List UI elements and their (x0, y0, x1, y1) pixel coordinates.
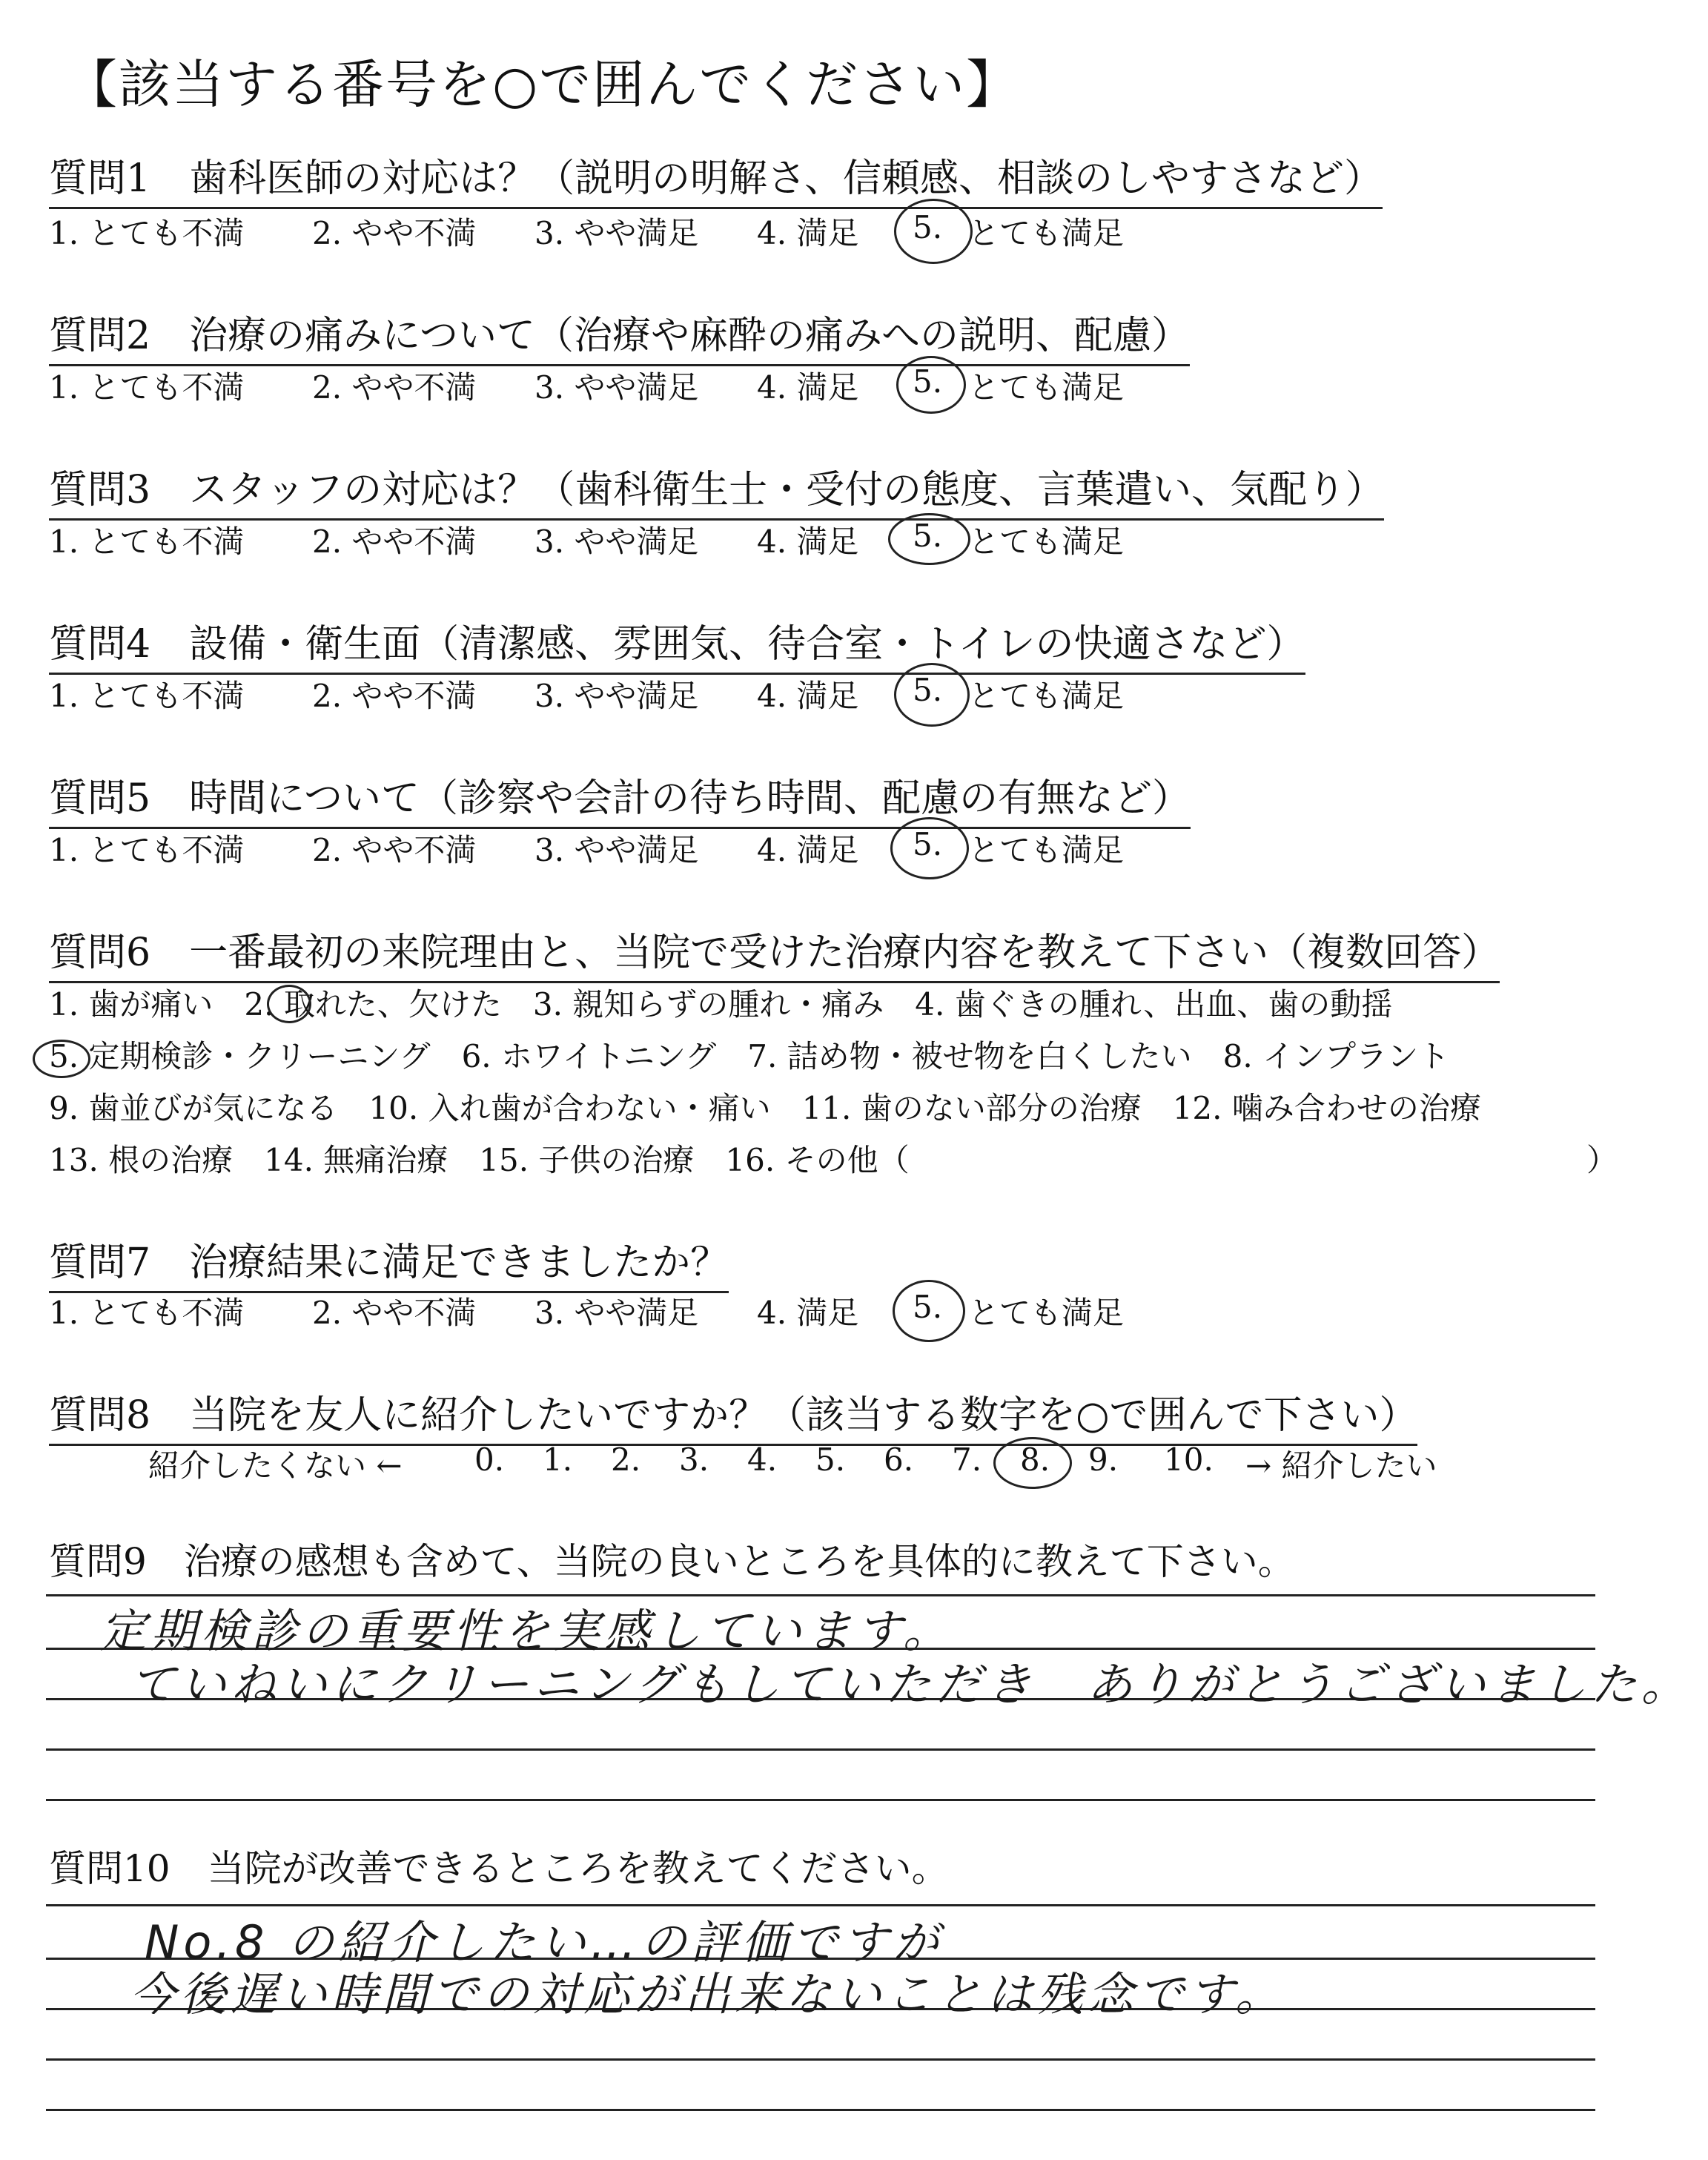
selection-circle (893, 1280, 965, 1342)
option-4[interactable]: 4. 満足 (757, 1295, 859, 1331)
question-2-options (49, 363, 1235, 408)
question-6-row-4[interactable]: 13. 根の治療 14. 無痛治療 15. 子供の治療 16. その他（ (49, 1142, 910, 1178)
option-2[interactable]: 2. やや不満 (312, 369, 477, 406)
option-1[interactable]: 1. とても不満 (49, 1295, 245, 1331)
question-4-heading: 質問4 設備・衛生面（清潔感、雰囲気、待合室・トイレの快適さなど） (49, 612, 1305, 675)
option-1[interactable]: 1. とても不満 (49, 678, 245, 714)
option-5-label: とても満足 (968, 678, 1125, 714)
option-5[interactable]: 5. (913, 209, 943, 245)
question-1-heading: 質問1 歯科医師の対応は？（説明の明解さ、信頼感、相談のしやすさなど） (49, 147, 1383, 209)
handwritten-answer-9-line-1: 定期検診の重要性を実感しています。 (100, 1604, 954, 1658)
scale-left-label: 紹介したくない ← (148, 1447, 403, 1484)
option-5[interactable]: 5. (913, 672, 943, 708)
answer-line (46, 1748, 1595, 1751)
question-5-options (49, 826, 1235, 871)
option-4[interactable]: 4. 満足 (757, 215, 859, 251)
option-4[interactable]: 4. 満足 (757, 678, 859, 714)
question-10-heading: 質問10 当院が改善できるところを教えてください。 (49, 1847, 949, 1890)
question-6-heading: 質問6 一番最初の来院理由と、当院で受けた治療内容を教えて下さい（複数回答） (49, 921, 1500, 983)
option-5-label: とても満足 (968, 1295, 1125, 1331)
score-0[interactable]: 0. (474, 1441, 505, 1478)
option-2[interactable]: 2. やや不満 (312, 524, 477, 560)
answer-line (46, 2109, 1595, 2111)
option-1[interactable]: 1. とても不満 (49, 369, 245, 406)
option-4[interactable]: 4. 満足 (757, 524, 859, 560)
option-5-label: とても満足 (968, 369, 1125, 406)
answer-line (46, 2058, 1595, 2061)
score-4[interactable]: 4. (747, 1441, 778, 1478)
option-3[interactable]: 3. やや満足 (534, 369, 699, 406)
page-title: 【該当する番号を○で囲んでください】 (65, 54, 1020, 115)
handwritten-answer-10-line-2: 今後遅い時間での対応が出来ないことは残念です。 (130, 1967, 1286, 2021)
score-10[interactable]: 10. (1164, 1441, 1214, 1478)
question-6-other-close: ） (1586, 1142, 1618, 1178)
selection-circle (894, 199, 973, 264)
option-1[interactable]: 1. とても不満 (49, 215, 245, 251)
selection-circle (993, 1437, 1072, 1489)
question-8-scale (148, 1441, 1483, 1486)
question-7-heading: 質問7 治療結果に満足できましたか？ (49, 1231, 729, 1293)
answer-line (46, 1799, 1595, 1801)
option-5-label: とても満足 (968, 832, 1125, 868)
question-9-heading: 質問9 治療の感想も含めて、当院の良いところを具体的に教えて下さい。 (49, 1540, 1295, 1583)
option-5[interactable]: 5. (913, 518, 943, 554)
selection-circle (896, 356, 966, 414)
question-4-options (49, 672, 1235, 716)
question-3-options (49, 518, 1235, 562)
option-3[interactable]: 3. やや満足 (534, 678, 699, 714)
option-2[interactable]: 2. やや不満 (312, 678, 477, 714)
option-5-label: とても満足 (968, 524, 1125, 560)
selection-circle (888, 513, 970, 565)
question-2-heading: 質問2 治療の痛みについて（治療や麻酔の痛みへの説明、配慮） (49, 304, 1190, 366)
handwritten-answer-9-line-2: ていねいにクリーニングもしていただき ありがとうございました。 (130, 1657, 1692, 1711)
option-3[interactable]: 3. やや満足 (534, 524, 699, 560)
selection-circle (890, 817, 969, 879)
score-9[interactable]: 9. (1088, 1441, 1119, 1478)
option-3[interactable]: 3. やや満足 (534, 215, 699, 251)
question-3-heading: 質問3 スタッフの対応は？（歯科衛生士・受付の態度、言葉遣い、気配り） (49, 458, 1384, 521)
option-1[interactable]: 1. とても不満 (49, 524, 245, 560)
question-8-heading: 質問8 当院を友人に紹介したいですか？（該当する数字を○で囲んで下さい） (49, 1384, 1417, 1446)
score-5[interactable]: 5. (815, 1441, 846, 1478)
scale-right-label: → 紹介したい (1245, 1447, 1437, 1484)
option-5[interactable]: 5. (913, 826, 943, 862)
question-7-options (49, 1289, 1235, 1333)
selection-circle (894, 663, 970, 727)
score-3[interactable]: 3. (679, 1441, 709, 1478)
score-1[interactable]: 1. (543, 1441, 573, 1478)
question-6-row-1[interactable]: 1. 歯が痛い 2. 取れた、欠けた 3. 親知らずの腫れ・痛み 4. 歯ぐきの腫れ、出血、歯の動揺 (49, 986, 1393, 1023)
option-5[interactable]: 5. (913, 1289, 943, 1325)
option-3[interactable]: 3. やや満足 (534, 1295, 699, 1331)
selection-circle (267, 985, 311, 1023)
option-5-label: とても満足 (968, 215, 1125, 251)
option-4[interactable]: 4. 満足 (757, 832, 859, 868)
score-8[interactable]: 8. (1020, 1441, 1050, 1478)
option-1[interactable]: 1. とても不満 (49, 832, 245, 868)
option-5[interactable]: 5. (913, 363, 943, 400)
option-2[interactable]: 2. やや不満 (312, 832, 477, 868)
question-1-options (49, 209, 1235, 254)
option-4[interactable]: 4. 満足 (757, 369, 859, 406)
score-7[interactable]: 7. (952, 1441, 982, 1478)
option-3[interactable]: 3. やや満足 (534, 832, 699, 868)
option-2[interactable]: 2. やや不満 (312, 215, 477, 251)
question-5-heading: 質問5 時間について（診察や会計の待ち時間、配慮の有無など） (49, 767, 1191, 829)
question-6-row-2[interactable]: 5. 定期検診・クリーニング 6. ホワイトニング 7. 詰め物・被せ物を白くしたい 8. インプラント (49, 1038, 1450, 1074)
score-6[interactable]: 6. (884, 1441, 914, 1478)
option-2[interactable]: 2. やや不満 (312, 1295, 477, 1331)
question-6-row-3[interactable]: 9. 歯並びが気になる 10. 入れ歯が合わない・痛い 11. 歯のない部分の治療 12. 噛み合わせの治療 (49, 1090, 1481, 1126)
handwritten-answer-10-line-1: No.8 の紹介したい…の評価ですが (145, 1915, 944, 1969)
selection-circle (33, 1040, 90, 1078)
score-2[interactable]: 2. (611, 1441, 641, 1478)
